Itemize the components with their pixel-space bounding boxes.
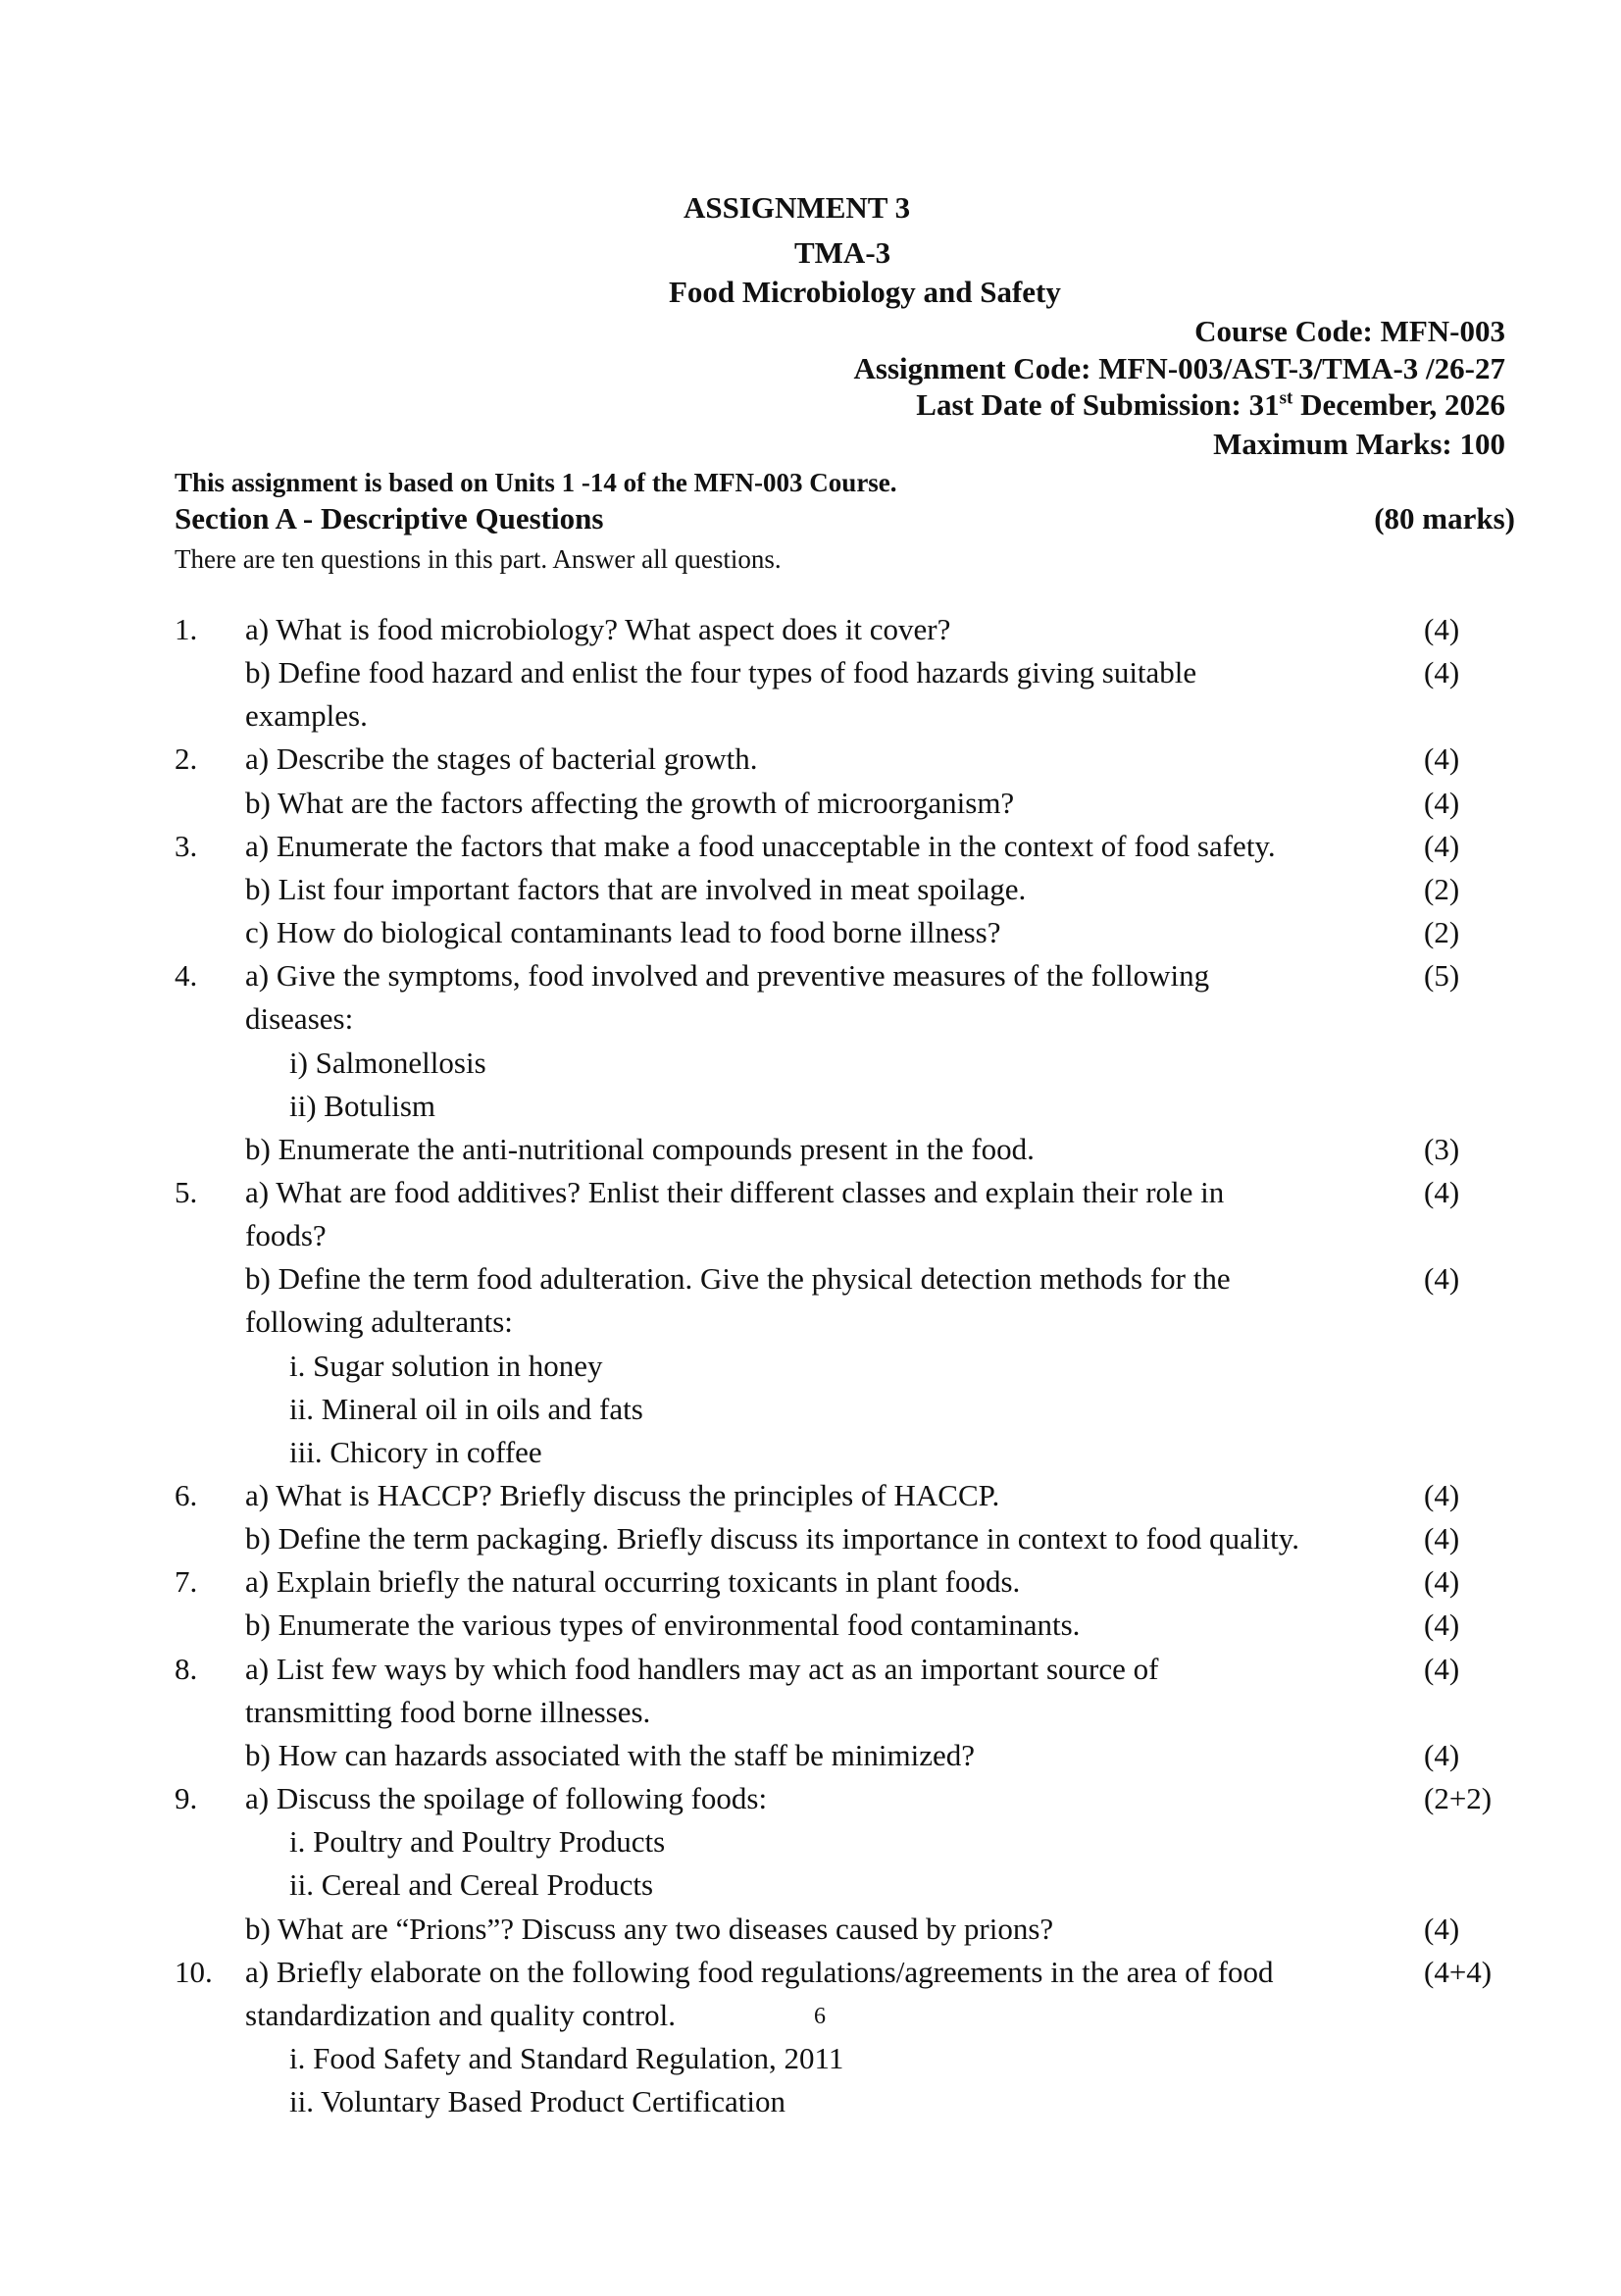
question-text: a) What is HACCP? Briefly discuss the principles of HACCP. (245, 1478, 1000, 1512)
marks-allotted: (5) (1424, 958, 1460, 993)
question-continuation-line (0, 1263, 1621, 1302)
question-line (0, 1957, 1621, 1996)
question-line (0, 743, 1621, 783)
sub-item-text: iii. Chicory in coffee (289, 1435, 542, 1469)
marks-allotted: (2) (1424, 915, 1460, 949)
last-date-of-submission (916, 389, 1505, 420)
question-number: 5. (175, 1175, 198, 1209)
marks-allotted: (3) (1424, 1132, 1460, 1166)
question-text: examples. (245, 698, 368, 733)
question-text: b) How can hazards associated with the staff be minimized? (245, 1738, 976, 1772)
question-text: transmitting food borne illnesses. (245, 1695, 651, 1729)
marks-allotted: (4) (1424, 1175, 1460, 1209)
question-number: 10. (175, 1955, 213, 1989)
question-continuation-line (0, 2086, 1621, 2125)
question-continuation-line (0, 657, 1621, 696)
question-text: a) What are food additives? Enlist their different classes and explain their role in (245, 1175, 1225, 1209)
question-continuation-line (0, 1220, 1621, 1259)
sub-item-text: i. Food Safety and Standard Regulation, 2011 (289, 2041, 844, 2075)
marks-allotted: (2) (1424, 872, 1460, 906)
question-text: a) Explain briefly the natural occurring toxicants in plant foods. (245, 1564, 1021, 1599)
question-continuation-line (0, 788, 1621, 827)
question-continuation-line (0, 1091, 1621, 1130)
section-marks: (80 marks) (1374, 501, 1515, 536)
question-text: c) How do biological contaminants lead to food borne illness? (245, 915, 1001, 949)
question-continuation-line (0, 1523, 1621, 1562)
question-text: b) Define the term packaging. Briefly discuss its importance in context to food quality. (245, 1521, 1299, 1556)
sub-item-text: i. Sugar solution in honey (289, 1349, 603, 1383)
question-continuation-line (0, 1869, 1621, 1909)
sub-item-text: ii. Mineral oil in oils and fats (289, 1392, 643, 1426)
assignment-code: Assignment Code: MFN-003/AST-3/TMA-3 /26-27 (853, 351, 1505, 385)
marks-allotted: (4) (1424, 1652, 1460, 1686)
question-text: b) Define food hazard and enlist the four types of food hazards giving suitable (245, 655, 1197, 689)
marks-allotted: (4) (1424, 1912, 1460, 1946)
section-instructions: There are ten questions in this part. Answer all questions. (175, 544, 782, 574)
question-text: a) List few ways by which food handlers may act as an important source of (245, 1652, 1159, 1686)
question-text: foods? (245, 1218, 327, 1252)
question-number: 8. (175, 1652, 198, 1686)
marks-allotted: (2+2) (1424, 1781, 1493, 1815)
question-continuation-line (0, 1740, 1621, 1779)
question-text: b) List four important factors that are involved in meat spoilage. (245, 872, 1027, 906)
question-number: 2. (175, 741, 198, 776)
units-note: This assignment is based on Units 1 -14 of the MFN-003 Course. (175, 468, 897, 497)
last-date-suffix: December, 2026 (1292, 387, 1505, 422)
question-text: b) Enumerate the anti-nutritional compounds present in the food. (245, 1132, 1035, 1166)
marks-allotted: (4+4) (1424, 1955, 1493, 1989)
question-continuation-line (0, 2000, 1621, 2039)
question-line (0, 960, 1621, 999)
sub-item-text: ii. Cereal and Cereal Products (289, 1867, 654, 1902)
marks-allotted: (4) (1424, 829, 1460, 863)
last-date-ordinal: st (1279, 387, 1293, 409)
sub-item-text: i. Poultry and Poultry Products (289, 1824, 666, 1859)
marks-allotted: (4) (1424, 655, 1460, 689)
question-number: 1. (175, 612, 198, 646)
question-continuation-line (0, 1134, 1621, 1173)
question-continuation-line (0, 1437, 1621, 1476)
question-continuation-line (0, 1306, 1621, 1346)
question-continuation-line (0, 1697, 1621, 1736)
question-number: 6. (175, 1478, 198, 1512)
question-text: following adulterants: (245, 1304, 513, 1339)
question-line (0, 1480, 1621, 1519)
question-text: b) Define the term food adulteration. Give the physical detection methods for the (245, 1261, 1231, 1296)
question-text: a) Give the symptoms, food involved and preventive measures of the following (245, 958, 1210, 993)
question-line (0, 1177, 1621, 1216)
question-continuation-line (0, 1351, 1621, 1390)
question-continuation-line (0, 917, 1621, 956)
question-number: 3. (175, 829, 198, 863)
sub-item-text: ii) Botulism (289, 1089, 435, 1123)
question-continuation-line (0, 2043, 1621, 2082)
tma-label: TMA-3 (794, 235, 891, 270)
assignment-title: ASSIGNMENT 3 (684, 190, 911, 225)
question-continuation-line (0, 1913, 1621, 1953)
question-line (0, 1654, 1621, 1693)
question-continuation-line (0, 1003, 1621, 1043)
marks-allotted: (4) (1424, 612, 1460, 646)
sub-item-text: ii. Voluntary Based Product Certification (289, 2084, 785, 2118)
last-date-prefix: Last Date of Submission: 31 (916, 387, 1280, 422)
marks-allotted: (4) (1424, 1607, 1460, 1642)
marks-allotted: (4) (1424, 786, 1460, 820)
sub-item-text: i) Salmonellosis (289, 1046, 486, 1080)
question-text: b) What are the factors affecting the growth of microorganism? (245, 786, 1015, 820)
question-text: a) Briefly elaborate on the following food regulations/agreements in the area of food (245, 1955, 1274, 1989)
question-text: b) What are “Prions”? Discuss any two diseases caused by prions? (245, 1912, 1054, 1946)
marks-allotted: (4) (1424, 1261, 1460, 1296)
question-continuation-line (0, 700, 1621, 740)
question-continuation-line (0, 1047, 1621, 1087)
question-text: a) Discuss the spoilage of following foods: (245, 1781, 768, 1815)
marks-allotted: (4) (1424, 1564, 1460, 1599)
marks-allotted: (4) (1424, 1738, 1460, 1772)
question-continuation-line (0, 1609, 1621, 1649)
question-line (0, 1783, 1621, 1822)
question-text: diseases: (245, 1001, 354, 1036)
question-number: 7. (175, 1564, 198, 1599)
question-text: a) Enumerate the factors that make a food unacceptable in the context of food safety. (245, 829, 1276, 863)
question-continuation-line (0, 1394, 1621, 1433)
course-code: Course Code: MFN-003 (1194, 314, 1505, 348)
question-line (0, 1566, 1621, 1606)
marks-allotted: (4) (1424, 1521, 1460, 1556)
question-continuation-line (0, 874, 1621, 913)
section-title: Section A - Descriptive Questions (175, 501, 604, 536)
maximum-marks: Maximum Marks: 100 (1213, 427, 1505, 461)
question-continuation-line (0, 1826, 1621, 1865)
question-line (0, 831, 1621, 870)
question-number: 4. (175, 958, 198, 993)
question-text: a) What is food microbiology? What aspect does it cover? (245, 612, 951, 646)
page-marker: 6 (814, 2004, 826, 2029)
question-text: standardization and quality control. (245, 1998, 677, 2032)
marks-allotted: (4) (1424, 1478, 1460, 1512)
question-text: a) Describe the stages of bacterial growth. (245, 741, 758, 776)
question-number: 9. (175, 1781, 198, 1815)
question-line (0, 614, 1621, 653)
question-text: b) Enumerate the various types of environmental food contaminants. (245, 1607, 1081, 1642)
marks-allotted: (4) (1424, 741, 1460, 776)
course-title: Food Microbiology and Safety (669, 275, 1061, 309)
